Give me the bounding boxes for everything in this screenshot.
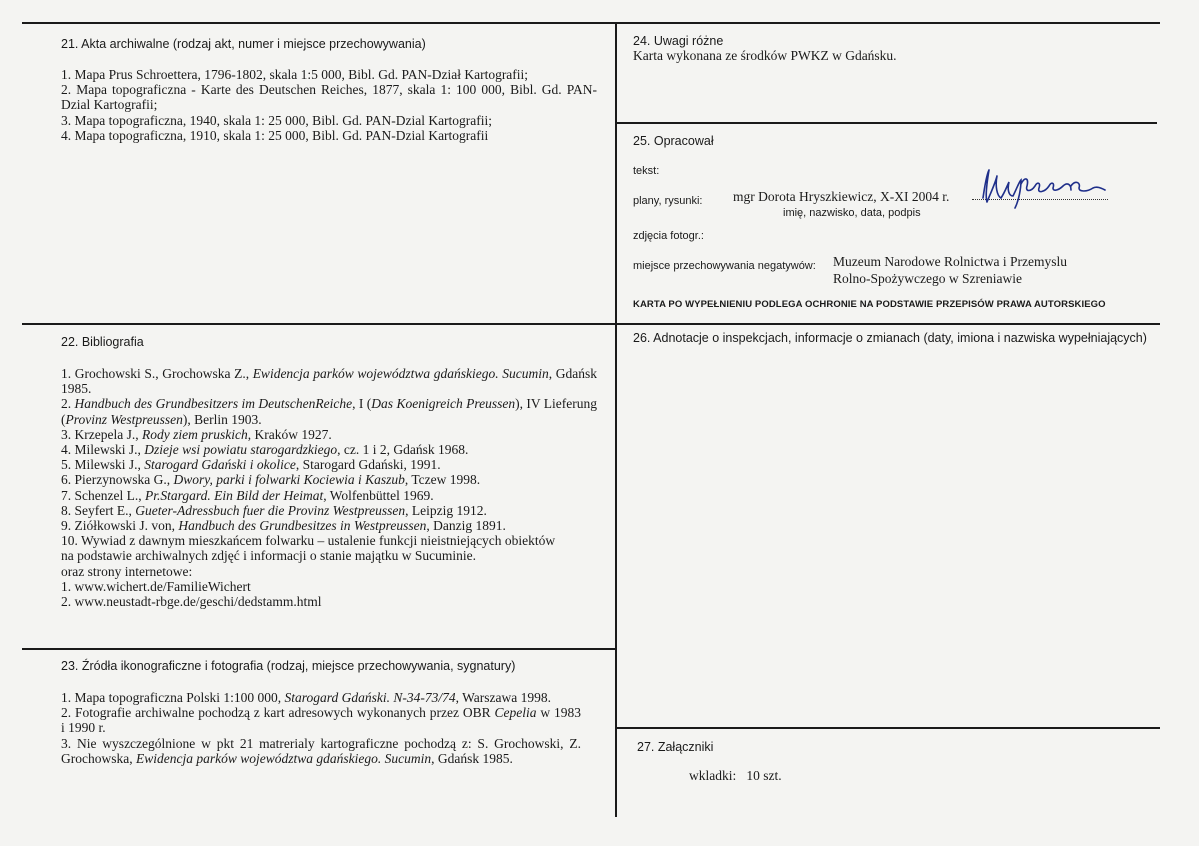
s22-item-4-title: Dzieje wsi powiatu starogardzkiego xyxy=(144,442,338,458)
s22-web-2: 2. www.neustadt-rbge.de/geschi/dedstamm.html xyxy=(61,594,322,610)
s21-item-1: 1. Mapa Prus Schroettera, 1796-1802, skala 1:5 000, Bibl. Gd. PAN-Dział Kartografii; xyxy=(61,67,529,82)
s22-item-7-pre: 7. Schenzel L., xyxy=(61,487,145,503)
divider-21-22 xyxy=(22,323,1160,325)
section-21-heading: 21. Akta archiwalne (rodzaj akt, numer i miejsce przechowywania) xyxy=(61,37,426,51)
s22-web-intro: oraz strony internetowe: xyxy=(61,563,193,579)
s22-item-9-title: Handbuch des Grundbesitzes in Westpreussen xyxy=(178,518,427,534)
s22-item-2-title: Handbuch des Grundbesitzers im DeutschenReiche xyxy=(74,396,353,412)
s22-item-9-pre: 9. Ziółkowski J. von, xyxy=(61,518,179,534)
s21-item-4: 4. Mapa topograficzna, 1910, skala 1: 25 000, Bibl. Gd. PAN-Dzial Kartografii xyxy=(61,127,489,143)
s22-item-8 xyxy=(61,503,597,518)
s22-item-4 xyxy=(61,442,597,457)
copyright-note: KARTA PO WYPEŁNIENIU PODLEGA OCHRONIE NA PODSTAWIE PRZEPISÓW PRAWA AUTORSKIEGO xyxy=(633,299,1106,310)
center-divider xyxy=(615,22,617,817)
s22-item-3-pre: 3. Krzepela J., xyxy=(61,426,142,442)
s22-item-1-post: , Gdańsk 1985. xyxy=(61,366,598,397)
section-22-heading: 22. Bibliografia xyxy=(61,335,144,349)
plany-caption: imię, nazwisko, data, podpis xyxy=(783,207,921,219)
s22-item-10-line-2: na podstawie archiwalnych zdjęć i informacji o stanie majątku w Sucuminie. xyxy=(61,548,476,564)
s23-item-1-title: Starogard Gdański. N-34-73/74 xyxy=(284,690,456,705)
s22-item-7-post: , Wolfenbüttel 1969. xyxy=(323,487,434,503)
s22-item-9 xyxy=(61,518,597,533)
s22-item-6-pre: 6. Pierzynowska G., xyxy=(61,472,174,488)
section-25-heading: 25. Opracował xyxy=(633,134,714,148)
plany-value: mgr Dorota Hryszkiewicz, X-XI 2004 r. xyxy=(733,189,950,204)
s23-item-2-title: Cepelia xyxy=(494,705,537,721)
divider-26-27 xyxy=(615,727,1160,729)
s23-item-3-title: Ewidencja parków województwa gdańskiego. Sucumin xyxy=(135,750,432,766)
s22-item-5-pre: 5. Milewski J., xyxy=(61,457,145,473)
section-27-heading: 27. Załączniki xyxy=(637,740,714,754)
s22-web-1: 1. www.wichert.de/FamilieWichert xyxy=(61,578,251,594)
section-23-heading: 23. Źródła ikonograficzne i fotografia (rodzaj, miejsce przechowywania, sygnatury) xyxy=(61,659,516,673)
s21-item-2: 2. Mapa topograficzna - Karte des Deutschen Reiches, 1877, skala 1: 100 000, Bibl. Gd. PAN-Dzial Kartografii; xyxy=(61,82,597,113)
s23-item-2-pre: 2. Fotografie archiwalne pochodzą z kart adresowych wykonanych przez OBR xyxy=(61,705,495,721)
divider-24-25 xyxy=(615,122,1157,124)
s22-item-2-post-3: ), Berlin 1903. xyxy=(182,411,262,427)
signature-image xyxy=(975,162,1110,210)
s22-item-7 xyxy=(61,488,597,503)
tekst-label: tekst: xyxy=(633,165,660,177)
s22-item-7-title: Pr.Stargard. Ein Bild der Heimat xyxy=(144,487,324,503)
s22-item-5-post: , Starogard Gdański, 1991. xyxy=(295,457,441,473)
s22-item-1 xyxy=(61,366,597,396)
s22-item-3 xyxy=(61,427,597,442)
s22-item-9-post: , Danzig 1891. xyxy=(426,518,506,534)
miejsce-label: miejsce przechowywania negatywów: xyxy=(633,260,816,272)
s22-item-2-title-2: Das Koenigreich Preussen xyxy=(371,396,516,412)
s22-item-6 xyxy=(61,472,597,487)
s23-item-3-post: , Gdańsk 1985. xyxy=(431,750,513,766)
miejsce-line-2: Rolno-Spożywczego w Szreniawie xyxy=(833,271,1022,286)
s22-item-4-post: , cz. 1 i 2, Gdańsk 1968. xyxy=(337,442,469,458)
section-22-list xyxy=(61,366,597,609)
plany-label: plany, rysunki: xyxy=(633,195,703,207)
s23-item-1-pre: 1. Mapa topograficzna Polski 1:100 000, xyxy=(61,690,285,705)
s21-item-3: 3. Mapa topograficzna, 1940, skala 1: 25 000, Bibl. Gd. PAN-Dzial Kartografii; xyxy=(61,112,493,128)
miejsce-line-1: Muzeum Narodowe Rolnictwa i Przemyslu xyxy=(833,254,1067,269)
s23-item-1 xyxy=(61,690,581,705)
section-26-heading: 26. Adnotacje o inspekcjach, informacje o zmianach (daty, imiona i nazwiska wypełniających) xyxy=(633,331,1147,345)
section-24-text: Karta wykonana ze środków PWKZ w Gdańsku. xyxy=(633,48,897,63)
s22-item-4-pre: 4. Milewski J., xyxy=(61,442,145,458)
s22-item-6-post: , Tczew 1998. xyxy=(404,472,481,488)
s22-item-3-post: , Kraków 1927. xyxy=(247,426,332,442)
s23-item-1-post: , Warszawa 1998. xyxy=(455,690,551,705)
s22-item-8-post: , Leipzig 1912. xyxy=(405,502,487,518)
s22-item-3-title: Rody ziem pruskich xyxy=(141,426,248,442)
s22-item-2-post: , I ( xyxy=(352,396,372,412)
s22-item-1-title: Ewidencja parków województwa gdańskiego. Sucumin xyxy=(252,366,549,381)
s22-item-2-pre: 2. xyxy=(61,396,75,412)
s23-item-3-pre: 3. Nie wyszczególnione w pkt 21 matrerialy kartograficzne pochodzą z: S. Grochowski, Z. Grochowska, xyxy=(61,735,581,766)
section-27-text: wkladki: 10 szt. xyxy=(689,768,782,783)
s22-item-8-pre: 8. Seyfert E., xyxy=(61,502,136,518)
s23-item-3 xyxy=(61,736,581,766)
s22-item-5-title: Starogard Gdański i okolice xyxy=(144,457,296,473)
top-border xyxy=(22,22,1160,24)
s22-item-8-title: Gueter-Adressbuch fuer die Provinz Westpreussen xyxy=(135,502,406,518)
s22-item-10-line-1: 10. Wywiad z dawnym mieszkańcem folwarku – ustalenie funkcji nieistniejących obiektów xyxy=(61,533,556,549)
s22-item-6-title: Dwory, parki i folwarki Kociewia i Kaszub xyxy=(173,472,405,488)
s22-item-2 xyxy=(61,396,597,426)
section-23-list xyxy=(61,690,581,766)
s22-item-2-title-3: Provinz Westpreussen xyxy=(65,411,183,427)
section-21-list xyxy=(61,67,597,143)
section-24-heading: 24. Uwagi różne xyxy=(633,34,724,48)
s22-item-5 xyxy=(61,457,597,472)
s23-item-2 xyxy=(61,705,581,735)
s22-item-2-post-2: ), IV Lieferung ( xyxy=(61,396,597,427)
divider-22-23 xyxy=(22,648,615,650)
s23-item-2-post: w 1983 i 1990 r. xyxy=(61,705,582,736)
zdjecia-label: zdjęcia fotogr.: xyxy=(633,230,704,242)
s22-item-1-pre: 1. Grochowski S., Grochowska Z., xyxy=(61,366,253,381)
